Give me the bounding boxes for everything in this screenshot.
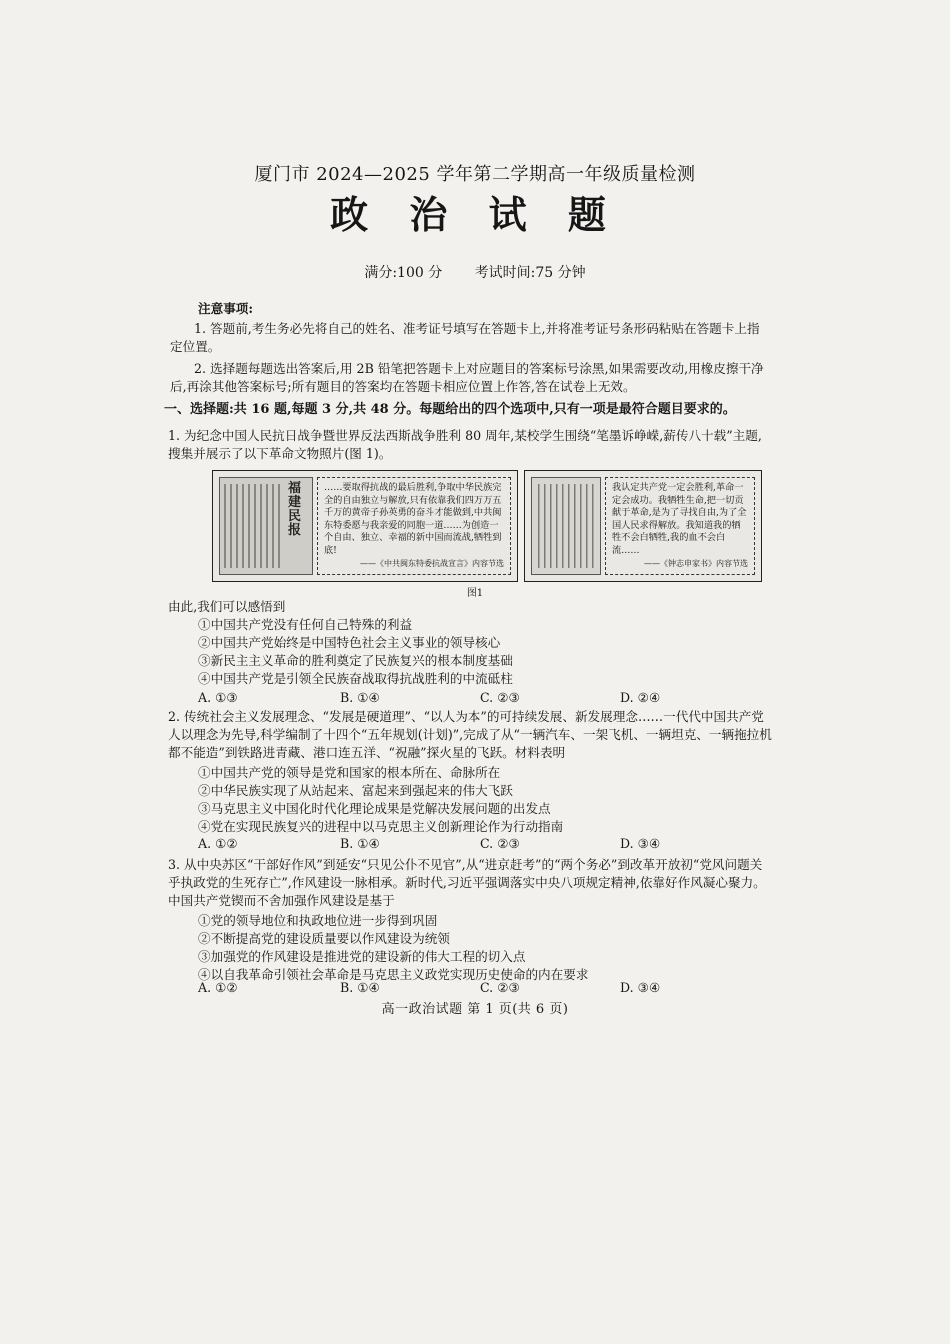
question-2-option-3: ③马克思主义中国化时代化理论成果是党解决发展问题的出发点 (198, 801, 551, 816)
right-quote-source: ——《钟志申家书》内容节选 (644, 559, 748, 569)
answer-choice-c[interactable]: C. ②③ (480, 980, 520, 995)
letter-handwriting (538, 484, 594, 568)
newspaper-text-columns (224, 484, 282, 568)
notice-item-2: 2. 选择题每题选出答案后,用 2B 铅笔把答题卡上对应题目的答案标号涂黑,如果需要改动,用橡皮擦干净后,再涂其他答案标号;所有题目的答案均在答题卡相应位置上作答,答在试卷上无效。 (170, 361, 764, 395)
question-3-option-3: ③加强党的作风建设是推进党的建设新的伟大工程的切入点 (198, 949, 526, 964)
question-1-lead: 由此,我们可以感悟到 (168, 599, 286, 614)
question-3-option-1: ①党的领导地位和执政地位进一步得到巩固 (198, 913, 438, 928)
answer-choice-a[interactable]: A. ①③ (198, 690, 238, 705)
notice-item-1: 1. 答题前,考生务必先将自己的姓名、准考证号填写在答题卡上,并将准考证号条形码粘贴在答题卡上指定位置。 (170, 321, 760, 355)
question-1-option-1: ①中国共产党没有任何自己特殊的利益 (198, 617, 413, 632)
question-2-option-2: ②中华民族实现了从站起来、富起来到强起来的伟大飞跃 (198, 783, 513, 798)
answer-choice-a[interactable]: A. ①② (198, 980, 238, 995)
answer-choice-d[interactable]: D. ②④ (620, 690, 661, 705)
answer-choice-b[interactable]: B. ①④ (340, 836, 380, 851)
right-quote-text: 我认定共产党一定会胜利,革命一定会成功。我牺牲生命,把一切贡献于革命,是为了寻找自由,为了全国人民求得解放。我知道我的牺牲不会白牺牲,我的血不会白流…… (612, 482, 747, 556)
figure-caption: 图1 (466, 588, 484, 599)
question-3-stem: 3. 从中央苏区“干部好作风”到延安“只见公仆不见官”,从“进京赶考”的“两个务必”到改革开放初“党风问题关乎执政党的生死存亡”,作风建设一脉相承。新时代,习近平强调落实中央八项规定精神,依靠好作风凝心聚力。中国共产党锲而不舍加强作风建设是基于 (168, 857, 766, 909)
answer-choice-a[interactable]: A. ①② (198, 836, 238, 851)
answer-choice-d[interactable]: D. ③④ (620, 836, 661, 851)
answer-choice-c[interactable]: C. ②③ (480, 690, 520, 705)
question-1-option-2: ②中国共产党始终是中国特色社会主义事业的领导核心 (198, 635, 501, 650)
left-quote-text: ……要取得抗战的最后胜利,争取中华民族完全的自由独立与解放,只有依靠我们四万万五千万的黄帝子孙英勇的奋斗才能做到,中共闽东特委愿与我亲爱的同胞一道……为创造一个自由、独立、幸福的新中国而流战,牺牲到底! (324, 482, 502, 556)
left-quote-box (317, 477, 511, 575)
letter-photo (531, 477, 601, 575)
question-1-option-4: ④中国共产党是引领全民族奋战取得抗战胜利的中流砥柱 (198, 671, 513, 686)
question-2-option-4: ④党在实现民族复兴的进程中以马克思主义创新理论作为行动指南 (198, 819, 564, 834)
right-quote-box (605, 477, 755, 575)
section-heading: 一、选择题:共 16 题,每题 3 分,共 48 分。每题给出的四个选项中,只有一项是最符合题目要求的。 (164, 402, 736, 417)
figure-right-panel (524, 470, 762, 582)
newspaper-photo (219, 477, 313, 575)
answer-choice-b[interactable]: B. ①④ (340, 690, 380, 705)
question-3-option-4: ④以自我革命引领社会革命是马克思主义政党实现历史使命的内在要求 (198, 967, 589, 982)
newspaper-title: 福建民报 (288, 481, 302, 538)
left-quote-source: ——《中共闽东特委抗战宣言》内容节选 (360, 559, 504, 569)
figure-1 (212, 470, 760, 582)
page-footer: 高一政治试题 第 1 页(共 6 页) (381, 1002, 569, 1017)
answer-choice-c[interactable]: C. ②③ (480, 836, 520, 851)
exam-time: 考试时间:75 分钟 (474, 265, 586, 281)
answer-choice-b[interactable]: B. ①④ (340, 980, 380, 995)
exam-subtitle: 厦门市 2024—2025 学年第二学期高一年级质量检测 (254, 164, 696, 185)
notice-heading: 注意事项: (198, 301, 254, 316)
question-2-stem: 2. 传统社会主义发展理念、“发展是硬道理”、“以人为本”的可持续发展、新发展理念……一代代中国共产党人以理念为先导,科学编制了十四个“五年规划(计划)”,完成了从“一辆汽车、一架飞机、一辆坦克、一辆拖拉机都不能造”到铁路进青藏、港口连五洋、“祝融”探火星的飞跃。材料表明 (168, 709, 772, 761)
answer-choice-d[interactable]: D. ③④ (620, 980, 661, 995)
question-1-stem: 1. 为纪念中国人民抗日战争暨世界反法西斯战争胜利 80 周年,某校学生围绕“笔墨诉峥嵘,薪传八十载”主题,搜集并展示了以下革命文物照片(图 1)。 (168, 428, 762, 462)
question-1-option-3: ③新民主主义革命的胜利奠定了民族复兴的根本制度基础 (198, 653, 513, 668)
question-2-option-1: ①中国共产党的领导是党和国家的根本所在、命脉所在 (198, 765, 501, 780)
question-3-option-2: ②不断提高党的建设质量要以作风建设为统领 (198, 931, 450, 946)
figure-left-panel (212, 470, 518, 582)
exam-title: 政 治 试 题 (330, 192, 620, 237)
exam-meta (0, 262, 950, 282)
full-score: 满分:100 分 (364, 265, 443, 281)
